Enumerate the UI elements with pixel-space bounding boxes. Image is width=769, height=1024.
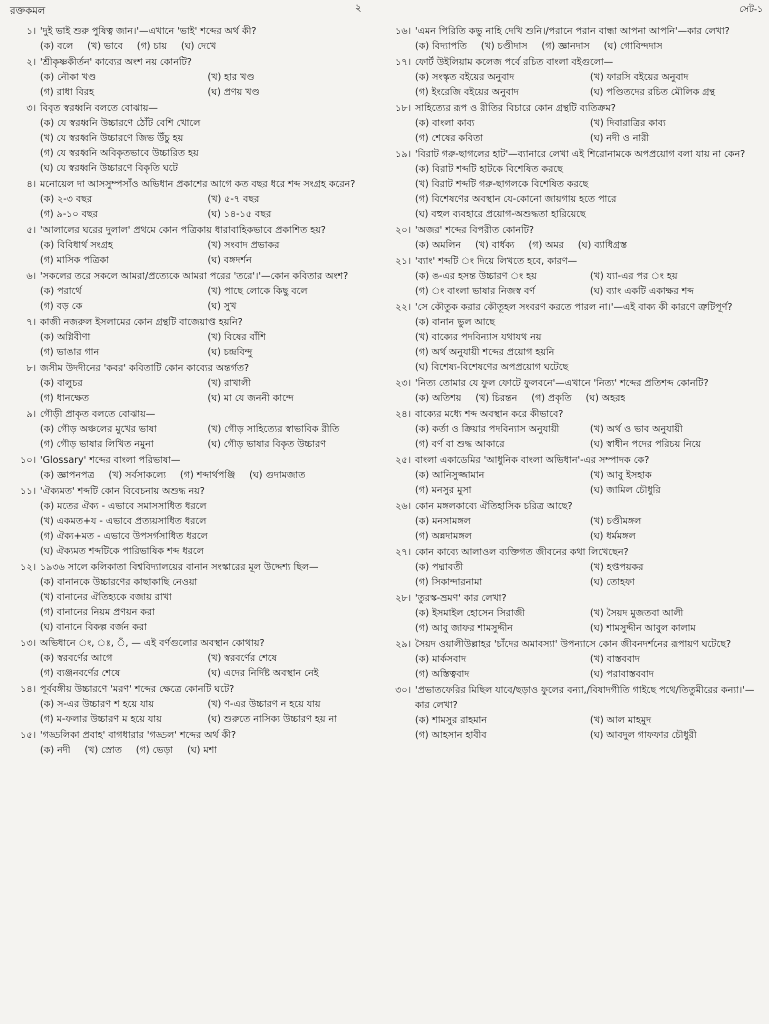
question-body [415, 223, 765, 253]
answer-option: (ক) গৌড় অঞ্চলের মুখের ভাষা [40, 424, 157, 435]
question-body [415, 637, 765, 682]
question-item [10, 361, 375, 406]
question-options [40, 330, 375, 360]
answer-option: (খ) ৫-৭ বছর [207, 194, 260, 205]
question-options [40, 697, 375, 727]
question-item [10, 484, 375, 559]
answer-option: (খ) স্বরবর্ণের শেষে [207, 653, 277, 664]
answer-option: (ঘ) দেখে [181, 41, 217, 52]
question-options [415, 238, 765, 253]
question-number: ১৬। [395, 26, 411, 37]
answer-option: (গ) মাসিক পত্রিকা [40, 255, 109, 266]
question-number: ৩। [26, 103, 36, 114]
answer-option: (গ) অন্নদামঙ্গল [415, 531, 472, 542]
question-options [40, 238, 375, 268]
answer-option: (ঘ) আবদুল গাফফার চৌধুরী [590, 730, 697, 741]
question-body [40, 453, 375, 483]
question-number: ২০। [395, 225, 411, 236]
question-item [385, 223, 765, 253]
answer-option: (ক) বানান ভুল আছে [415, 317, 496, 328]
question-body [40, 484, 375, 559]
answer-option: (গ) যে স্বরধ্বনি অবিকৃতভাবে উচ্চারিত হয় [40, 148, 199, 159]
question-item [10, 636, 375, 681]
answer-option: (গ) মনসুর মুসা [415, 485, 472, 496]
question-item [385, 637, 765, 682]
left-column [10, 24, 375, 759]
answer-option: (খ) সর্বসাকল্যে [108, 470, 167, 481]
question-body [40, 636, 375, 681]
question-options [415, 514, 765, 544]
answer-option: (ক) বলে [40, 41, 74, 52]
question-number: ২৩। [395, 378, 411, 389]
answer-option: (গ) আবু জাফর শামসুদ্দীন [415, 623, 513, 634]
question-body [40, 682, 375, 727]
question-body [40, 407, 375, 452]
question-text: 'গড্ডলিকা প্রবাহ' বাগধারার 'গড্ডল' শব্দের অর্থ কী? [40, 730, 236, 741]
answer-option: (গ) গৌড় ভাষার লিখিত নমুনা [40, 439, 154, 450]
answer-option: (খ) চণ্ডীদাস [480, 41, 528, 52]
question-text: পূর্ববঙ্গীয় উচ্চারণে 'মরণ' শব্দের ক্ষেত্রে কোনটি ঘটে? [40, 684, 235, 695]
question-options [40, 743, 375, 758]
question-item [385, 300, 765, 375]
answer-option: (ঘ) পণ্ডিতদের রচিত মৌলিক গ্রন্থ [590, 87, 715, 98]
question-text: 'প্রভাতফেরির মিছিল যাবে/ছড়াও ফুলের বন্যা,/বিষাদগীতি গাইছে পথে/তিতুমীরের কন্যা।'—কার লেখা? [415, 685, 755, 711]
question-text: বাক্যের মধ্যে শব্দ অবস্থান করে কীভাবে? [415, 409, 564, 420]
answer-option: (খ) হপ্তপয়কর [590, 562, 644, 573]
answer-option: (ঘ) বঙ্গদর্শন [207, 255, 252, 266]
question-number: ৮। [26, 363, 36, 374]
answer-option: (খ) ফারসি বইয়ের অনুবাদ [590, 72, 689, 83]
question-options [415, 116, 765, 146]
question-text: 'এমন পিরিতি কভু নাহি দেখি শুনি।/পরানে পরান বান্ধা আপনা আপনি'—কার লেখা? [415, 26, 730, 37]
answer-option: (গ) ং বাংলা ভাষার নিজস্ব বর্ণ [415, 286, 536, 297]
answer-option: (গ) অর্থ অনুযায়ী শব্দের প্রয়োগ হয়নি [415, 347, 555, 358]
question-number: ৭। [26, 317, 36, 328]
answer-option: (ক) অগ্নিবীণা [40, 332, 91, 343]
answer-option: (গ) ভাঙার গান [40, 347, 100, 358]
question-item [10, 177, 375, 222]
question-item [10, 315, 375, 360]
question-body [415, 499, 765, 544]
question-body [40, 269, 375, 314]
question-item [385, 545, 765, 590]
answer-option: (ক) অতিশয় [415, 393, 462, 404]
question-body [40, 101, 375, 176]
answer-option: (খ) অর্থ ও ভাব অনুযায়ী [590, 424, 683, 435]
question-body [415, 591, 765, 636]
question-body [40, 361, 375, 406]
question-text: কোন মঙ্গলকাব্যে ঐতিহাসিক চরিত্র আছে? [415, 501, 573, 512]
answer-option: (ক) অমলিন [415, 240, 462, 251]
answer-option: (খ) একমত+য - এভাবে প্রত্যয়সাধিত ধরলে [40, 516, 207, 527]
question-text: বিবৃত স্বরধ্বনি বলতে বোঝায়— [40, 103, 158, 114]
answer-option: (ক) পদ্মাবতী [415, 562, 464, 573]
question-options [40, 192, 375, 222]
question-text: গৌড়ী প্রাকৃত বলতে বোঝায়— [40, 409, 156, 420]
answer-option: (ঘ) ঐক্যমত শব্দটিকে পারিভাষিক শব্দ ধরলে [40, 546, 204, 557]
question-number: ২১। [395, 256, 411, 267]
right-column [385, 24, 765, 744]
answer-option: (গ) ৯-১০ বছর [40, 209, 98, 220]
question-body [40, 560, 375, 635]
answer-option: (ঘ) ব্যাং একটি একাক্ষর শব্দ [590, 286, 694, 297]
answer-option: (ক) জ্ঞাপনপত্র [40, 470, 95, 481]
question-body [415, 376, 765, 406]
question-options [415, 422, 765, 452]
answer-option: (খ) চণ্ডীমঙ্গল [590, 516, 642, 527]
answer-option: (ঘ) জামিল চৌধুরি [590, 485, 661, 496]
question-options [40, 651, 375, 681]
question-body [40, 315, 375, 360]
answer-option: (ঘ) যে স্বরধ্বনি উচ্চারণে বিকৃতি ঘটে [40, 163, 178, 174]
question-options [40, 39, 375, 54]
question-item [10, 101, 375, 176]
question-number: ৫। [26, 225, 36, 236]
question-item [10, 24, 375, 54]
question-item [10, 407, 375, 452]
question-number: ২৯। [395, 639, 411, 650]
question-item [385, 591, 765, 636]
question-options [415, 269, 765, 299]
question-item [10, 728, 375, 758]
answer-option: (ঘ) মশা [187, 745, 218, 756]
answer-option: (খ) বাক্যের পদবিন্যাস যথাযথ নয় [415, 332, 542, 343]
question-number: ১৪। [20, 684, 36, 695]
answer-option: (ঘ) প্রণয় খণ্ড [207, 87, 260, 98]
question-number: ১০। [20, 455, 36, 466]
question-item [385, 376, 765, 406]
question-options [40, 575, 375, 635]
question-body [40, 728, 375, 758]
question-text: 'সে কৌতুক করার কৌতূহল সংবরণ করতে পারল না।'—এই বাক্য কী কারণে ত্রুটিপূর্ণ? [415, 302, 733, 313]
question-options [40, 422, 375, 452]
answer-option: (ক) স-এর উচ্চারণ শ হয়ে যায় [40, 699, 154, 710]
question-options [415, 606, 765, 636]
answer-option: (খ) রাখালী [207, 378, 251, 389]
answer-option: (খ) আবু ইসহাক [590, 470, 652, 481]
question-body [40, 177, 375, 222]
answer-option: (ক) বাংলা কাব্য [415, 118, 475, 129]
question-number: ১৮। [395, 103, 411, 114]
answer-option: (গ) অস্তিত্ববাদ [415, 669, 470, 680]
answer-option: (ঘ) গোবিন্দদাস [603, 41, 663, 52]
answer-option: (ক) স্বরবর্ণের আগে [40, 653, 113, 664]
question-body [415, 147, 765, 222]
question-item [10, 269, 375, 314]
question-options [415, 39, 765, 54]
answer-option: (ক) মতের ঐক্য - এভাবে সমাসসাধিত ধরলে [40, 501, 207, 512]
answer-option: (ক) নৌকা খণ্ড [40, 72, 97, 83]
answer-option: (ঘ) বিশেষ্য-বিশেষণের অপপ্রয়োগ ঘটেছে [415, 362, 569, 373]
answer-option: (ক) নদী [40, 745, 71, 756]
question-body [415, 545, 765, 590]
question-item [10, 453, 375, 483]
answer-option: (ঘ) ধর্মমঙ্গল [590, 531, 636, 542]
question-text: 'ঐক্যমত' শব্দটি কোন বিবেচনায় অশুদ্ধ নয়? [40, 486, 205, 497]
question-item [385, 147, 765, 222]
question-text: বাংলা একাডেমির 'আধুনিক বাংলা অভিধান'-এর সম্পাদক কে? [415, 455, 650, 466]
question-text: 'নিত্য তোমার যে ফুল ফোটে ফুলবনে'—এখানে 'নিত্য' শব্দের প্রতিশব্দ কোনটি? [415, 378, 709, 389]
answer-option: (ঘ) গৌড় ভাষার বিকৃত উচ্চারণ [207, 439, 327, 450]
question-number: ২৭। [395, 547, 411, 558]
answer-option: (ক) ঙ-এর হসন্ত উচ্চারণ ং হয় [415, 271, 537, 282]
answer-option: (ঘ) ১৪-১৫ বছর [207, 209, 272, 220]
answer-option: (ঘ) নদী ও নারী [590, 133, 650, 144]
question-body [415, 101, 765, 146]
question-number: ১২। [20, 562, 36, 573]
question-options [40, 468, 375, 483]
answer-option: (ক) বালুচর [40, 378, 83, 389]
question-text: অভিধানে ং, ঃ, ঁ, — এই বর্ণগুলোর অবস্থান কোথায়? [40, 638, 265, 649]
question-number: ২২। [395, 302, 411, 313]
question-number: ২৫। [395, 455, 411, 466]
question-options [40, 376, 375, 406]
answer-option: (খ) দিবারাত্রির কাব্য [590, 118, 666, 129]
question-options [415, 713, 765, 743]
answer-option: (ক) শামসুর রাহমান [415, 715, 487, 726]
answer-option: (খ) চিরন্তন [475, 393, 518, 404]
answer-option: (ঘ) বহুল ব্যবহারে প্রয়োগ-অশুদ্ধতা হারিয়েছে [415, 209, 586, 220]
question-options [40, 70, 375, 100]
question-number: ২৮। [395, 593, 411, 604]
question-text: ১৯৩৬ সালে কলিকাতা বিশ্ববিদ্যালয়ের বানান সংস্কারের মূল উদ্দেশ্য ছিল— [40, 562, 319, 573]
answer-option: (ঘ) চন্দ্রবিন্দু [207, 347, 253, 358]
answer-option: (গ) জ্ঞানদাস [541, 41, 590, 52]
question-text: ফোর্ট উইলিয়াম কলেজ পর্বে রচিত বাংলা বইগুলো— [415, 57, 614, 68]
question-number: ১। [26, 26, 36, 37]
answer-option: (গ) ধানক্ষেত [40, 393, 90, 404]
question-text: 'দুই ভাই শুরু পুষিত্ব জান।'—এখানে 'ভাই' শব্দের অর্থ কী? [40, 26, 257, 37]
question-item [10, 560, 375, 635]
answer-option: (গ) শেষের কবিতা [415, 133, 483, 144]
answer-option: (ঘ) শামসুদ্দীন আবুল কালাম [590, 623, 696, 634]
answer-option: (গ) রাধা বিরহ [40, 87, 94, 98]
answer-option: (গ) ইংরেজি বইয়ের অনুবাদ [415, 87, 519, 98]
question-text: কাজী নজরুল ইসলামের কোন গ্রন্থটি বাজেয়াপ্ত হয়নি? [40, 317, 243, 328]
question-item [385, 407, 765, 452]
answer-option: (ঘ) শুরুতে নাসিক্য উচ্চারণ হয় না [207, 714, 337, 725]
answer-option: (গ) ঐক্য+মত - এভাবে উপসর্গসাধিত ধরলে [40, 531, 208, 542]
question-number: ১১। [20, 486, 36, 497]
question-text: সৈয়দ ওয়ালীউল্লাহর 'চাঁদের অমাবস্যা' উপন্যাসে কোন জীবনদর্শনের রূপায়ণ ঘটেছে? [415, 639, 732, 650]
answer-option: (গ) ব্যঞ্জনবর্ণের শেষে [40, 668, 121, 679]
answer-option: (ক) মার্কসবাদ [415, 654, 467, 665]
answer-option: (খ) ণ-এর উচ্চারণ ন হয়ে যায় [207, 699, 321, 710]
answer-option: (ঘ) পরাবাস্তববাদ [590, 669, 654, 680]
answer-option: (গ) বিশেষণের অবস্থান যে-কোনো জায়গায় হতে পারে [415, 194, 617, 205]
question-text: 'আলালের ঘরের দুলাল' প্রথমে কোন পত্রিকায় ধারাবাহিকভাবে প্রকাশিত হয়? [40, 225, 326, 236]
answer-option: (ঘ) ব্যাধিগ্রস্ত [577, 240, 627, 251]
answer-option: (গ) প্রকৃতি [531, 393, 572, 404]
answer-option: (খ) বিরাট শব্দটি গরু-ছাগলকে বিশেষিত করছে [415, 179, 589, 190]
answer-option: (খ) পাছে লোকে কিছু বলে [207, 286, 308, 297]
question-item [10, 682, 375, 727]
answer-option: (গ) বানানের নিয়ম প্রণয়ন করা [40, 607, 155, 618]
answer-option: (খ) বানানের ঐতিহ্যকে বজায় রাখা [40, 592, 172, 603]
question-number: ২৬। [395, 501, 411, 512]
answer-option: (ক) কর্তা ও ক্রিয়ার পদবিন্যাস অনুযায়ী [415, 424, 560, 435]
question-number: ৬। [26, 271, 36, 282]
question-item [385, 101, 765, 146]
question-text: কোন কাব্যে আলাওল ব্যক্তিগত জীবনের কথা লিখেছেন? [415, 547, 629, 558]
answer-option: (গ) অমর [528, 240, 564, 251]
answer-option: (গ) চায় [136, 41, 168, 52]
answer-option: (খ) আল মাহমুদ [590, 715, 652, 726]
question-body [40, 223, 375, 268]
question-body [40, 24, 375, 54]
question-body [415, 24, 765, 54]
question-number: ১৯। [395, 149, 411, 160]
question-body [415, 683, 765, 743]
question-item [385, 683, 765, 743]
answer-option: (ঘ) স্বাধীন পদের পরিচয় নিয়ে [590, 439, 702, 450]
question-options [40, 284, 375, 314]
question-text: 'বিরাট গরু-ছাগলের হাট'—ব্যানারে লেখা এই শিরোনামকে অপপ্রয়োগ বলা যায় না কেন? [415, 149, 746, 160]
answer-option: (ঘ) অহরহ [585, 393, 626, 404]
answer-option: (ঘ) তোহফা [590, 577, 635, 588]
answer-option: (গ) সিকান্দারনামা [415, 577, 483, 588]
answer-option: (খ) গৌড় সাহিত্যের স্বাভাবিক রীতি [207, 424, 340, 435]
answer-option: (ঘ) সুখ [207, 301, 237, 312]
answer-option: (গ) বর্ণ বা শুদ্ধ আকারে [415, 439, 505, 450]
answer-option: (খ) ভাবে [87, 41, 123, 52]
question-number: ৯। [26, 409, 36, 420]
question-number: ৩০। [395, 685, 411, 696]
question-number: ৪। [26, 179, 36, 190]
question-body [415, 300, 765, 375]
question-body [415, 254, 765, 299]
question-item [385, 453, 765, 498]
answer-option: (ঘ) এদের নির্দিষ্ট অবস্থান নেই [207, 668, 319, 679]
question-options [40, 499, 375, 559]
answer-option: (গ) আহসান হাবীব [415, 730, 487, 741]
answer-option: (খ) স্রোত [84, 745, 122, 756]
question-body [415, 453, 765, 498]
answer-option: (গ) শব্দার্থপঞ্জি [180, 470, 236, 481]
answer-option: (খ) বাস্তববাদ [590, 654, 640, 665]
set-label: সেট-১ [739, 5, 763, 15]
question-options [40, 116, 375, 176]
question-number: ২। [26, 57, 36, 68]
question-text: 'তুরস্ক-ভ্রমণ' কার লেখা? [415, 593, 507, 604]
question-item [385, 24, 765, 54]
answer-option: (গ) ভেড়া [135, 745, 174, 756]
question-options [415, 560, 765, 590]
question-text: 'ব্যাং' শব্দটি ং দিয়ে লিখতে হবে, কারণ— [415, 256, 578, 267]
question-text: 'সকলের তরে সকলে আমরা/প্রত্যেকে আমরা পরের 'তরে'।'—কোন কবিতার অংশ? [40, 271, 349, 282]
answer-option: (গ) বড় কে [40, 301, 83, 312]
question-options [415, 315, 765, 375]
answer-option: (ক) বিবিধার্থ সংগ্রহ [40, 240, 113, 251]
answer-option: (খ) যে স্বরধ্বনি উচ্চারণে জিভ উঁচু হয় [40, 133, 184, 144]
question-item [385, 55, 765, 100]
question-options [415, 162, 765, 222]
question-number: ১৩। [20, 638, 36, 649]
answer-option: (খ) সংবাদ প্রভাকর [207, 240, 280, 251]
answer-option: (খ) বার্ধক্য [475, 240, 515, 251]
question-text: জসীম উদদীনের 'কবর' কবিতাটি কোন কাব্যের অন্তর্গত? [40, 363, 250, 374]
question-options [415, 468, 765, 498]
question-item [10, 223, 375, 268]
answer-option: (ক) বিদ্যাপতি [415, 41, 467, 52]
answer-option: (ক) আনিসুজ্জামান [415, 470, 485, 481]
question-text: 'শ্রীকৃষ্ণকীর্তন' কাব্যের অংশ নয় কোনটি? [40, 57, 192, 68]
answer-option: (ক) ২-৩ বছর [40, 194, 93, 205]
answer-option: (ক) বানানকে উচ্চারণের কাছাকাছি নেওয়া [40, 577, 198, 588]
question-text: 'Glossary' শব্দের বাংলা পরিভাষা— [40, 455, 181, 466]
answer-option: (ঘ) গুদামজাত [249, 470, 306, 481]
answer-option: (ক) যে স্বরধ্বনি উচ্চারণে ঠোঁট বেশি খোলে [40, 118, 201, 129]
question-number: ১৫। [20, 730, 36, 741]
question-options [415, 70, 765, 100]
question-text: সাহিত্যের রূপ ও রীতির বিচারে কোন গ্রন্থটি ব্যতিক্রম? [415, 103, 616, 114]
question-item [385, 254, 765, 299]
answer-option: (খ) হার খণ্ড [207, 72, 255, 83]
question-options [415, 652, 765, 682]
answer-option: (গ) ম-ফলার উচ্চারণ ম হয়ে যায় [40, 714, 162, 725]
answer-option: (খ) য্যা-এর পর ং হয় [590, 271, 678, 282]
header-left: রক্তকমল [10, 6, 46, 17]
answer-option: (ক) ইসমাইল হোসেন সিরাজী [415, 608, 525, 619]
question-text: মনোয়েল দা আসসুম্পসাঁও অভিধান প্রকাশের আগে কত বছর ধরে শব্দ সংগ্রহ করেন? [40, 179, 356, 190]
question-body [40, 55, 375, 100]
page-number: ২ [355, 3, 362, 14]
answer-option: (ঘ) বানানে বিকল্প বর্জন করা [40, 622, 147, 633]
answer-option: (ক) বিরাট শব্দটি হাটকে বিশেষিত করছে [415, 164, 563, 175]
question-text: 'অজর' শব্দের বিপরীত কোনটি? [415, 225, 534, 236]
answer-option: (খ) সৈয়দ মুজতবা আলী [590, 608, 684, 619]
question-number: ২৪। [395, 409, 411, 420]
question-body [415, 407, 765, 452]
question-options [415, 391, 765, 406]
answer-option: (ক) মনসামঙ্গল [415, 516, 471, 527]
answer-option: (ঘ) মা যে জননী কান্দে [207, 393, 294, 404]
question-item [385, 499, 765, 544]
answer-option: (ক) পরার্থে [40, 286, 82, 297]
question-number: ১৭। [395, 57, 411, 68]
question-body [415, 55, 765, 100]
question-item [10, 55, 375, 100]
answer-option: (খ) বিষের বাঁশি [207, 332, 266, 343]
answer-option: (ক) সংস্কৃত বইয়ের অনুবাদ [415, 72, 515, 83]
